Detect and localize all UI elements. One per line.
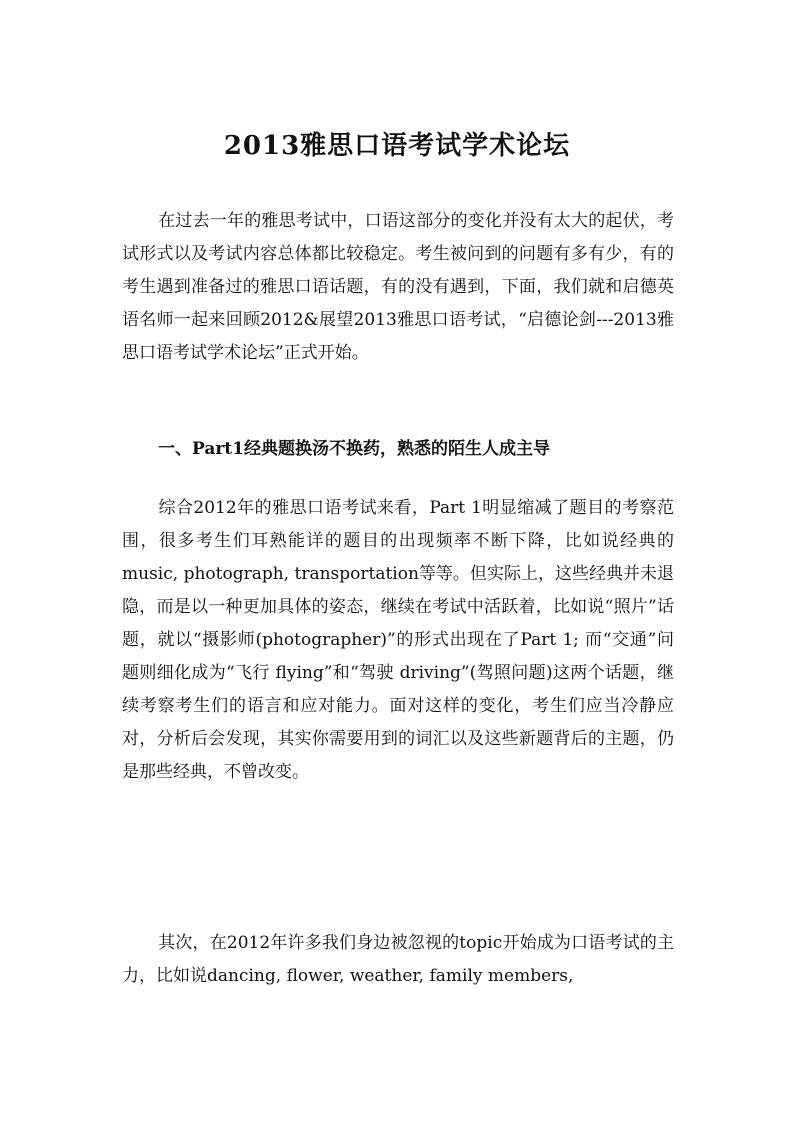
section-paragraph-2-text: 其次，在2012年许多我们身边被忽视的topic开始成为口语考试的主力，比如说dancing, flower, weather, family members, [122,933,674,986]
section-paragraph-2 [122,927,674,993]
intro-paragraph [122,205,674,370]
document-title: 2013雅思口语考试学术论坛 [223,131,571,161]
intro-paragraph-text: 在过去一年的雅思考试中，口语这部分的变化并没有太大的起伏，考试形式以及考试内容总体都比较稳定。考生被问到的问题有多有少，有的考生遇到准备过的雅思口语话题，有的没有遇到，下面，我们就和启德英语名师一起来回顾2012&展望2013雅思口语考试，“启德论剑---2013雅思口语考试学术论坛”正式开始。 [122,211,674,363]
section-heading: 一、Part1经典题换汤不换药，熟悉的陌生人成主导 [158,439,550,459]
section-paragraph-1 [122,492,674,789]
section-paragraph-1-text: 综合2012年的雅思口语考试来看，Part 1明显缩减了题目的考察范围，很多考生们耳熟能详的题目的出现频率不断下降，比如说经典的music, photograph, transportation等等。但实际上，这些经典并未退隐，而是以一种更加具体的姿态，继续在考试中活跃着，比如说“照片”话题，就以“摄影师(photographer)”的形式出现在了Part 1; 而“交通”问题则细化成为“飞行 flying”和“驾驶 driving”(驾照问题)这两个话题，继续考察考生们的语言和应对能力。面对这样的变化，考生们应当冷静应对，分析后会发现，其实你需要用到的词汇以及这些新题背后的主题，仍是那些经典，不曾改变。 [122,498,674,782]
